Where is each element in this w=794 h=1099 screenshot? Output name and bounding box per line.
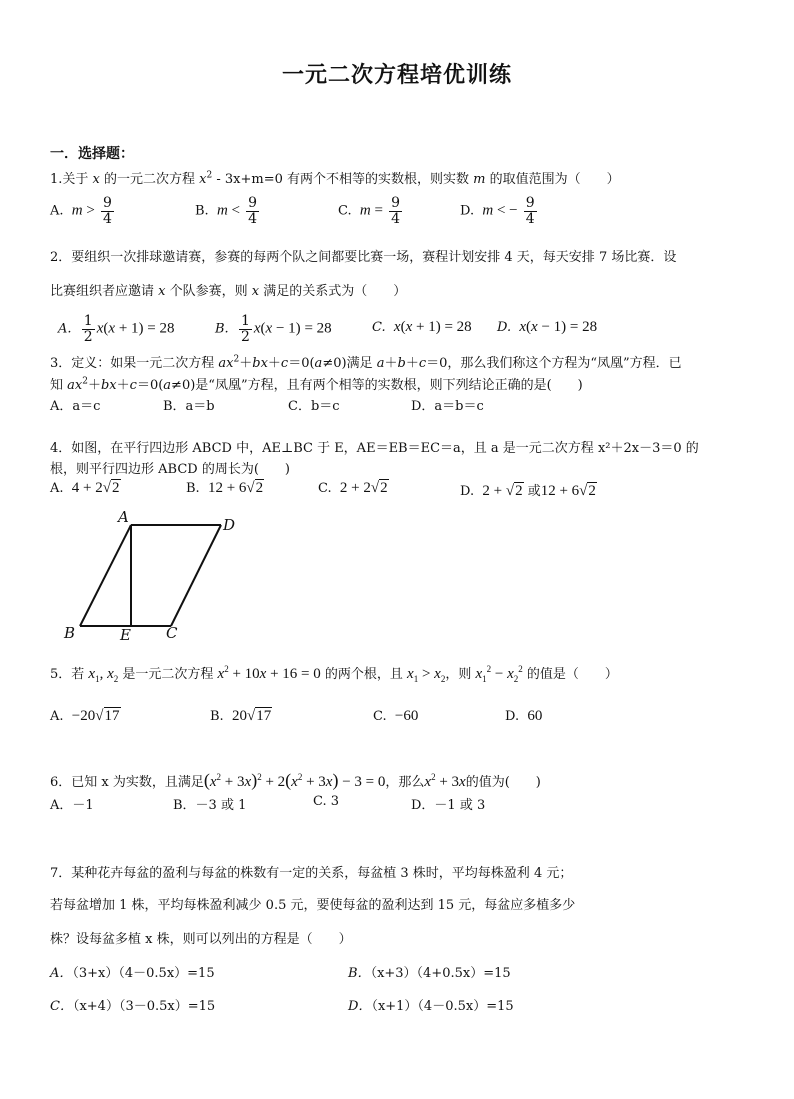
- q1-stem: 1.关于 x 的一元二次方程 $x^2 - 3x+m=0$ 有两个不相等的实数根，则实数 m 的取值范围为（ ）: [50, 170, 620, 187]
- q2-stem-line1: 2．要组织一次排球邀请赛，参赛的每两个队之间都要比赛一场，赛程计划安排 4 天，每天安排 7 场比赛．设: [50, 250, 677, 265]
- q1-option-d: D. m < − $\frac{9}{4}$: [460, 195, 535, 227]
- q1-option-c: C. m = $\frac{9}{4}$: [338, 195, 401, 227]
- q6-option-c: C. 3: [313, 794, 340, 809]
- side-dc: [171, 525, 221, 626]
- q4-stem-line1: 4．如图，在平行四边形 ABCD 中，AE⊥BC 于 E，AE＝EB＝EC＝a，且 a 是一元二次方程 x²＋2x－3＝0 的: [50, 441, 699, 456]
- q2-option-d: D. x(x − 1) = 28: [497, 319, 598, 335]
- q3-option-a: A．a＝c: [50, 399, 101, 414]
- label-c: C: [166, 624, 178, 642]
- q7-option-c: C．（x+4）（3－0.5x）=15: [50, 999, 216, 1014]
- q3-stem-line1: 3．定义：如果一元二次方程 $ax^2+bx+c=0(a\ne 0)$满足 a＋b＋c＝0，那么我们称这个方程为“凤凰”方程．已: [50, 354, 682, 371]
- q7-option-d: D．（x+1）（4－0.5x）=15: [348, 999, 514, 1014]
- q3-option-c: C．b＝c: [288, 399, 340, 414]
- section-heading: 一．选择题：: [50, 146, 134, 162]
- q5-option-a: A. −20√17: [50, 708, 120, 724]
- q1-option-b: B. m < $\frac{9}{4}$: [195, 195, 258, 227]
- side-ba: [80, 525, 131, 626]
- label-e: E: [120, 626, 131, 644]
- q2-option-a: A. $\frac{1}{2}$ x(x + 1) = 28: [58, 313, 175, 345]
- q5-option-b: B. 20√17: [210, 708, 272, 724]
- q7-stem-line1: 7．某种花卉每盆的盈利与每盆的株数有一定的关系，每盆植 3 株时，平均每株盈利 4 元；: [50, 866, 573, 881]
- q4-stem-line2: 根，则平行四边形 ABCD 的周长为( ): [50, 462, 290, 477]
- q7-option-a: A．（3+x）（4－0.5x）=15: [50, 966, 215, 981]
- label-a: A: [118, 508, 129, 526]
- q6-option-b: B．－3 或 1: [173, 798, 247, 813]
- label-b: B: [64, 624, 76, 642]
- parallelogram-figure: [58, 508, 258, 644]
- q6-option-a: A．－1: [50, 798, 94, 813]
- q2-option-c: C. x(x + 1) = 28: [372, 319, 472, 335]
- q3-option-b: B．a＝b: [163, 399, 215, 414]
- q3-stem-line2: 知 $ax^2+bx+c=0(a\ne 0)$是“凤凰”方程，且有两个相等的实数根，则下列结论正确的是( ): [50, 376, 583, 393]
- q6-option-d: D．－1 或 3: [411, 798, 486, 813]
- q3-option-d: D．a＝b＝c: [411, 399, 484, 414]
- q4-option-c: C. 2 + 2√2: [318, 480, 388, 496]
- q4-option-d: D. 2 + √2 或12 + 6√2: [460, 483, 596, 499]
- q6-stem: 6．已知 x 为实数，且满足$(x^2 + 3x)^2 + 2(x^2 + 3x) - 3 = 0$，那么$x^2 + 3x$的值为( ): [50, 770, 541, 790]
- q5-option-c: C. −60: [373, 708, 419, 724]
- q5-stem: 5．若 $x_1$, $x_2$ 是一元二次方程 $x^2 + 10x + 16 = 0$ 的两个根，且 $x_1 > x_2$，则 $x_1^2 - x_2^2$ 的值是（ ）: [50, 664, 618, 684]
- q1-option-a: A. m > $\frac{9}{4}$: [50, 195, 112, 227]
- q4-option-a: A. 4 + 2√2: [50, 480, 120, 496]
- q5-option-d: D. 60: [505, 708, 543, 724]
- q7-stem-line3: 株？设每盆多植 x 株，则可以列出的方程是（ ）: [50, 932, 352, 947]
- page-title: 一元二次方程培优训练: [281, 62, 512, 88]
- q7-stem-line2: 若每盆增加 1 株，平均每株盈利减少 0.5 元，要使每盆的盈利达到 15 元，每盆应多植多少: [50, 898, 576, 913]
- q2-option-b: B. $\frac{1}{2}$ x(x − 1) = 28: [215, 313, 332, 345]
- label-d: D: [223, 516, 236, 534]
- q7-option-b: B．（x+3）（4+0.5x）=15: [348, 966, 511, 981]
- q2-stem-line2: 比赛组织者应邀请 x 个队参赛，则 x 满足的关系式为（ ）: [50, 284, 407, 299]
- q4-option-b: B. 12 + 6√2: [186, 480, 264, 496]
